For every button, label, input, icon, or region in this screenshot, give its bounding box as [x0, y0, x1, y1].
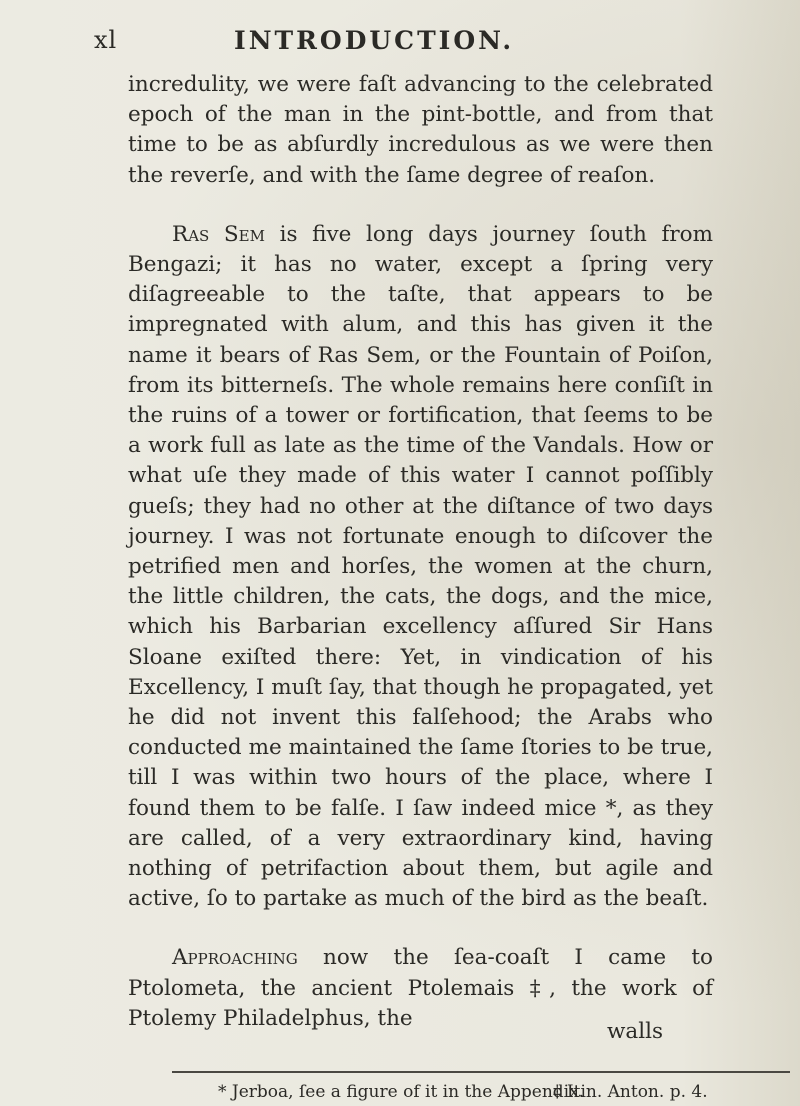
paragraph-2	[128, 220, 713, 915]
paragraph-2-lead: Ras Sem	[172, 221, 265, 247]
paragraph-1	[128, 70, 713, 191]
paragraph-2-text: is five long days journey ſouth from Bengazi; it has no water, except a ſpring very diſagreeable to the taſte, that appears to be impregnated with alum, and this has given it the name it bears of Ras Sem, or the Fountain of Poiſon, from its bitterneſs. The whole remains here conſiſt in the ruins of a tower or fortification, that ſeems to be a work full as late as the time of the Vandals. How or what uſe they made of this water I cannot poſſibly gueſs; they had no other at the diſtance of two days journey. I was not fortunate enough to diſcover the petrified men and horſes, the women at the churn, the little children, the cats, the dogs, and the mice, which his Barbarian excellency aſſured Sir Hans Sloane exiſted there: Yet, in vindication of his Excellency, I muſt ſay, that though he propagated, yet he did not invent this falſehood; the Arabs who conducted me maintained the ſame ſtories to be true, till I was within two hours of the place, where I found them to be falſe. I ſaw indeed mice *, as they are called, of a very extraordinary kind, having nothing of petrifaction about them, but agile and active, ſo to partake as much of the bird as the beaſt.	[128, 221, 714, 912]
page-header	[94, 26, 714, 60]
catchword: walls	[607, 1019, 664, 1044]
footnote-itinerary: ‡ Itin. Anton. p. 4.	[553, 1082, 708, 1102]
footnote-rule	[172, 1071, 790, 1073]
paragraph-3-lead: Approaching	[172, 945, 298, 971]
body-text	[128, 70, 713, 1034]
paragraph-3-text: now the ſea-coaſt I came to Ptolometa, the ancient Ptolemais ‡, the work of Ptolemy Philadelphus, the	[128, 945, 713, 1031]
page-number: xl	[94, 26, 118, 54]
paragraph-1-text: incredulity, we were faſt advancing to the celebrated epoch of the man in the pint-bottle, and from that time to be as abſurdly incredulous as we were then the reverſe, and with the ſame degree of reaſon.	[128, 72, 713, 188]
footnote-jerboa: * Jerboa, ſee a figure of it in the Appendix.	[218, 1082, 585, 1102]
running-head: INTRODUCTION.	[234, 26, 515, 55]
footnotes	[218, 1082, 758, 1106]
